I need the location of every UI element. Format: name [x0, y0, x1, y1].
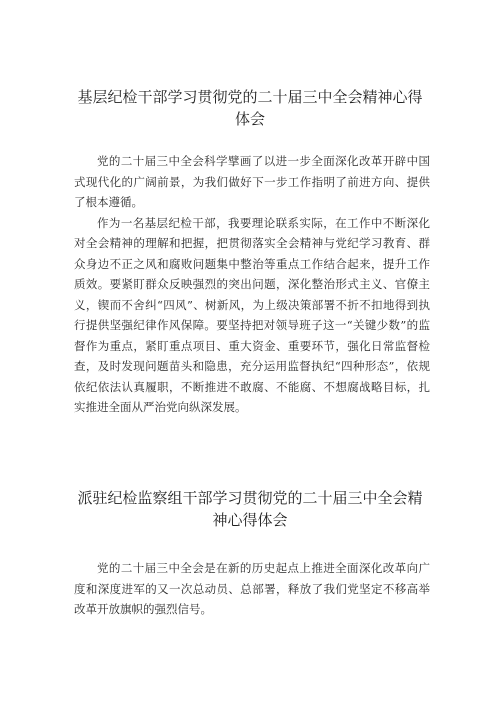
article-2-title-line-1: 派驻纪检监察组干部学习贯彻党的二十届三中全会精 — [77, 489, 423, 507]
article-2-paragraph-1: 党的二十届三中全会是在新的历史起点上推进全面深化改革向广度和深度进军的又一次总动员、总部署，释放了我们党坚定不移高举改革开放旗帜的强烈信号。 — [74, 561, 430, 616]
article-1-paragraph-2: 作为一名基层纪检干部，我要理论联系实际，在工作中不断深化对全会精神的理解和把握，把贯彻落实全会精神与党纪学习教育、群众身边不正之风和腐败问题集中整治等重点工作结合起来，提升工作质效。要紧盯群众反映强烈的突出问题，深化整治形式主义、官僚主义，锲而不舍纠“四风”、树新风，为上级决策部署不折不扣地得到执行提供坚强纪律作风保障。要坚持把对领导班子这一“关键少数”的监督作为重点，紧盯重点项目、重大资金、重要环节，强化日常监督检查，及时发现问题苗头和隐患，充分运用监督执纪“四种形态”，依规依纪依法认真履职，不断推进不敢腐、不能腐、不想腐战略目标，扎实推进全面从严治党向纵深发展。 — [74, 215, 430, 414]
article-1-paragraph-1: 党的二十届三中全会科学擘画了以进一步全面深化改革开辟中国式现代化的广阔前景，为我们做好下一步工作指明了前进方向、提供了根本遵循。 — [74, 154, 430, 209]
article-1-body — [74, 151, 430, 418]
article-1-title-line-2: 体会 — [234, 110, 265, 128]
article-1-title-line-1: 基层纪检干部学习贯彻党的二十届三中全会精神心得 — [77, 88, 423, 106]
article-2-body — [74, 558, 430, 620]
article-2-title — [60, 487, 440, 531]
article-1-title — [60, 86, 440, 130]
article-2-title-line-2: 神心得体会 — [212, 511, 288, 529]
